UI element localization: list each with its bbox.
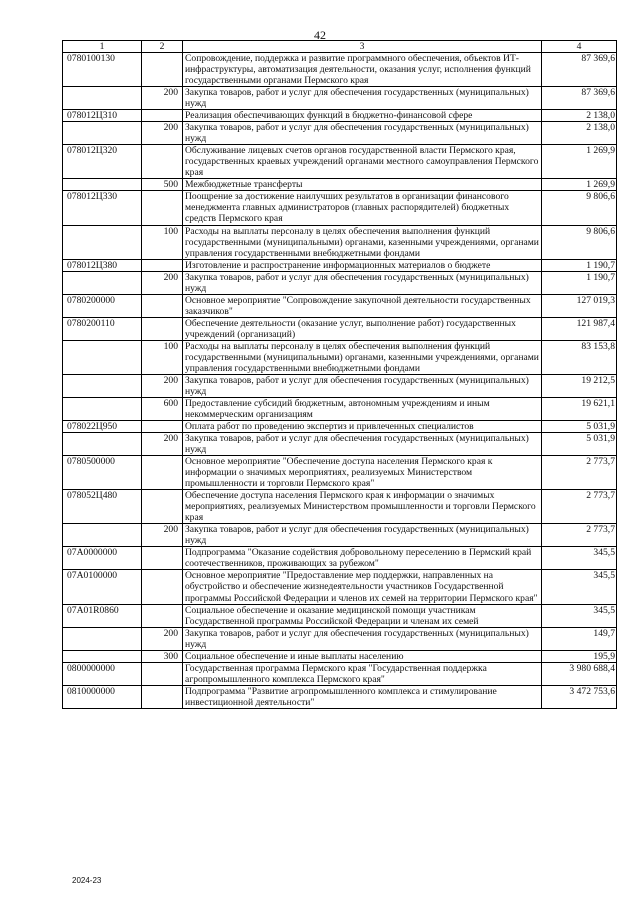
table-row bbox=[63, 397, 617, 420]
table-row bbox=[63, 179, 617, 191]
table-row bbox=[63, 259, 617, 271]
row-description: Закупка товаров, работ и услуг для обеспечения государственных (муниципальных) нужд bbox=[183, 433, 542, 456]
row-description: Социальное обеспечение и иные выплаты населению bbox=[183, 650, 542, 662]
row-code: 0780200000 bbox=[63, 294, 142, 317]
row-amount: 19 212,5 bbox=[542, 374, 617, 397]
row-expense-type: 100 bbox=[142, 340, 183, 374]
page-number: 42 bbox=[314, 28, 326, 42]
table-row bbox=[63, 110, 617, 122]
table-row bbox=[63, 547, 617, 570]
row-description: Основное мероприятие "Предоставление мер поддержки, направленных на обустройство и обеспечение жизнедеятельности участников Государственной программы Российской Федерации и членов их семей на территории Пермского края" bbox=[183, 570, 542, 604]
row-code bbox=[63, 340, 142, 374]
table-row bbox=[63, 294, 617, 317]
header-col-3: 3 bbox=[183, 41, 542, 53]
row-code: 07А0100000 bbox=[63, 570, 142, 604]
row-expense-type bbox=[142, 662, 183, 685]
table-row bbox=[63, 421, 617, 433]
row-amount: 9 806,6 bbox=[542, 191, 617, 225]
row-expense-type bbox=[142, 604, 183, 627]
row-code: 0810000000 bbox=[63, 685, 142, 708]
row-code: 07А0000000 bbox=[63, 547, 142, 570]
row-expense-type: 200 bbox=[142, 433, 183, 456]
row-expense-type: 300 bbox=[142, 650, 183, 662]
row-code bbox=[63, 524, 142, 547]
row-expense-type: 200 bbox=[142, 87, 183, 110]
row-expense-type bbox=[142, 53, 183, 87]
row-code: 07А01R0860 bbox=[63, 604, 142, 627]
row-description: Сопровождение, поддержка и развитие программного обеспечения, объектов ИТ-инфраструктуры, автоматизация деятельности, оказания услуг, исполнения функций государственными органами Пермского края bbox=[183, 53, 542, 87]
table-row bbox=[63, 604, 617, 627]
row-description: Межбюджетные трансферты bbox=[183, 179, 542, 191]
row-expense-type bbox=[142, 685, 183, 708]
row-expense-type bbox=[142, 317, 183, 340]
row-amount: 1 190,7 bbox=[542, 259, 617, 271]
row-amount: 3 472 753,6 bbox=[542, 685, 617, 708]
table-row bbox=[63, 433, 617, 456]
row-code bbox=[63, 650, 142, 662]
row-description: Государственная программа Пермского края "Государственная поддержка агропромышленного комплекса Пермского края" bbox=[183, 662, 542, 685]
table-body bbox=[63, 53, 617, 709]
table-row bbox=[63, 456, 617, 490]
header-col-4: 4 bbox=[542, 41, 617, 53]
row-description: Закупка товаров, работ и услуг для обеспечения государственных (муниципальных) нужд bbox=[183, 524, 542, 547]
row-expense-type: 200 bbox=[142, 524, 183, 547]
row-expense-type: 600 bbox=[142, 397, 183, 420]
table-row bbox=[63, 87, 617, 110]
row-description: Подпрограмма "Развитие агропромышленного комплекса и стимулирование инвестиционной деятельности" bbox=[183, 685, 542, 708]
row-code: 078012Ц330 bbox=[63, 191, 142, 225]
row-code bbox=[63, 122, 142, 145]
row-amount: 87 369,6 bbox=[542, 53, 617, 87]
row-code: 0800000000 bbox=[63, 662, 142, 685]
row-code: 0780200110 bbox=[63, 317, 142, 340]
row-code: 078012Ц380 bbox=[63, 259, 142, 271]
table-row bbox=[63, 524, 617, 547]
table-row bbox=[63, 191, 617, 225]
row-description: Закупка товаров, работ и услуг для обеспечения государственных (муниципальных) нужд bbox=[183, 627, 542, 650]
row-description: Реализация обеспечивающих функций в бюджетно-финансовой сфере bbox=[183, 110, 542, 122]
row-expense-type: 200 bbox=[142, 627, 183, 650]
row-amount: 5 031,9 bbox=[542, 421, 617, 433]
row-amount: 2 773,7 bbox=[542, 524, 617, 547]
row-amount: 345,5 bbox=[542, 547, 617, 570]
row-description: Обслуживание лицевых счетов органов государственной власти Пермского края, государственных краевых учреждений органами местного самоуправления Пермского края bbox=[183, 145, 542, 179]
row-code: 0780100130 bbox=[63, 53, 142, 87]
table-row bbox=[63, 145, 617, 179]
row-amount: 2 773,7 bbox=[542, 456, 617, 490]
row-expense-type: 100 bbox=[142, 225, 183, 259]
row-amount: 5 031,9 bbox=[542, 433, 617, 456]
table-row bbox=[63, 122, 617, 145]
table-row bbox=[63, 225, 617, 259]
row-amount: 83 153,8 bbox=[542, 340, 617, 374]
row-amount: 127 019,3 bbox=[542, 294, 617, 317]
row-expense-type bbox=[142, 191, 183, 225]
row-description: Обеспечение доступа населения Пермского края к информации о значимых мероприятиях, реализуемых Министерством промышленности и торговли Пермского края bbox=[183, 490, 542, 524]
row-expense-type bbox=[142, 145, 183, 179]
row-code bbox=[63, 87, 142, 110]
table-row bbox=[63, 53, 617, 87]
row-expense-type bbox=[142, 294, 183, 317]
header-col-2: 2 bbox=[142, 41, 183, 53]
row-expense-type: 200 bbox=[142, 122, 183, 145]
row-amount: 19 621,1 bbox=[542, 397, 617, 420]
row-amount: 345,5 bbox=[542, 604, 617, 627]
row-amount: 3 980 688,4 bbox=[542, 662, 617, 685]
row-description: Основное мероприятие "Сопровождение закупочной деятельности государственных заказчиков" bbox=[183, 294, 542, 317]
budget-table bbox=[62, 40, 617, 709]
row-code bbox=[63, 179, 142, 191]
row-expense-type bbox=[142, 456, 183, 490]
row-description: Обеспечение деятельности (оказание услуг, выполнение работ) государственных учреждений (организаций) bbox=[183, 317, 542, 340]
row-amount: 9 806,6 bbox=[542, 225, 617, 259]
row-description: Закупка товаров, работ и услуг для обеспечения государственных (муниципальных) нужд bbox=[183, 87, 542, 110]
table-row bbox=[63, 627, 617, 650]
row-code: 078052Ц480 bbox=[63, 490, 142, 524]
row-description: Закупка товаров, работ и услуг для обеспечения государственных (муниципальных) нужд bbox=[183, 271, 542, 294]
row-description: Социальное обеспечение и оказание медицинской помощи участникам Государственной программы Российской Федерации и членам их семей bbox=[183, 604, 542, 627]
row-description: Подпрограмма "Оказание содействия добровольному переселению в Пермский край соотечественников, проживающих за рубежом" bbox=[183, 547, 542, 570]
row-amount: 149,7 bbox=[542, 627, 617, 650]
row-description: Расходы на выплаты персоналу в целях обеспечения выполнения функций государственными (муниципальными) органами, казенными учреждениями, органами управления государственными внебюджетными фондами bbox=[183, 340, 542, 374]
row-description: Оплата работ по проведению экспертиз и привлеченных специалистов bbox=[183, 421, 542, 433]
table-row bbox=[63, 662, 617, 685]
row-code: 078022Ц950 bbox=[63, 421, 142, 433]
table-row bbox=[63, 317, 617, 340]
row-amount: 87 369,6 bbox=[542, 87, 617, 110]
row-amount: 195,9 bbox=[542, 650, 617, 662]
row-expense-type bbox=[142, 490, 183, 524]
row-code bbox=[63, 225, 142, 259]
row-amount: 2 138,0 bbox=[542, 122, 617, 145]
row-code bbox=[63, 397, 142, 420]
row-description: Расходы на выплаты персоналу в целях обеспечения выполнения функций государственными (муниципальными) органами, казенными учреждениями, органами управления государственными внебюджетными фондами bbox=[183, 225, 542, 259]
row-amount: 2 773,7 bbox=[542, 490, 617, 524]
row-description: Основное мероприятие "Обеспечение доступа населения Пермского края к информации о значимых мероприятиях, реализуемых Министерством промышленности и торговли Пермского края" bbox=[183, 456, 542, 490]
table-row bbox=[63, 570, 617, 604]
row-code: 078012Ц320 bbox=[63, 145, 142, 179]
row-expense-type: 200 bbox=[142, 271, 183, 294]
table-row bbox=[63, 271, 617, 294]
row-code bbox=[63, 627, 142, 650]
row-expense-type bbox=[142, 259, 183, 271]
row-expense-type: 500 bbox=[142, 179, 183, 191]
table-header bbox=[63, 41, 617, 53]
row-expense-type bbox=[142, 570, 183, 604]
row-amount: 2 138,0 bbox=[542, 110, 617, 122]
header-col-1: 1 bbox=[63, 41, 142, 53]
row-amount: 1 269,9 bbox=[542, 179, 617, 191]
row-description: Закупка товаров, работ и услуг для обеспечения государственных (муниципальных) нужд bbox=[183, 374, 542, 397]
row-amount: 1 190,7 bbox=[542, 271, 617, 294]
row-code bbox=[63, 271, 142, 294]
table-row bbox=[63, 374, 617, 397]
footer-doc-id: 2024-23 bbox=[72, 876, 102, 885]
row-description: Изготовление и распространение информационных материалов о бюджете bbox=[183, 259, 542, 271]
row-expense-type: 200 bbox=[142, 374, 183, 397]
row-expense-type bbox=[142, 110, 183, 122]
row-amount: 1 269,9 bbox=[542, 145, 617, 179]
row-amount: 345,5 bbox=[542, 570, 617, 604]
row-description: Предоставление субсидий бюджетным, автономным учреждениям и иным некоммерческим организациям bbox=[183, 397, 542, 420]
row-expense-type bbox=[142, 547, 183, 570]
row-amount: 121 987,4 bbox=[542, 317, 617, 340]
row-expense-type bbox=[142, 421, 183, 433]
row-code bbox=[63, 433, 142, 456]
row-description: Поощрение за достижение наилучших результатов в организации финансового менеджмента главных администраторов (главных распорядителей) бюджетных средств Пермского края bbox=[183, 191, 542, 225]
row-description: Закупка товаров, работ и услуг для обеспечения государственных (муниципальных) нужд bbox=[183, 122, 542, 145]
row-code bbox=[63, 374, 142, 397]
table-row bbox=[63, 650, 617, 662]
table-row bbox=[63, 685, 617, 708]
table-row bbox=[63, 490, 617, 524]
table-row bbox=[63, 340, 617, 374]
row-code: 078012Ц310 bbox=[63, 110, 142, 122]
row-code: 0780500000 bbox=[63, 456, 142, 490]
